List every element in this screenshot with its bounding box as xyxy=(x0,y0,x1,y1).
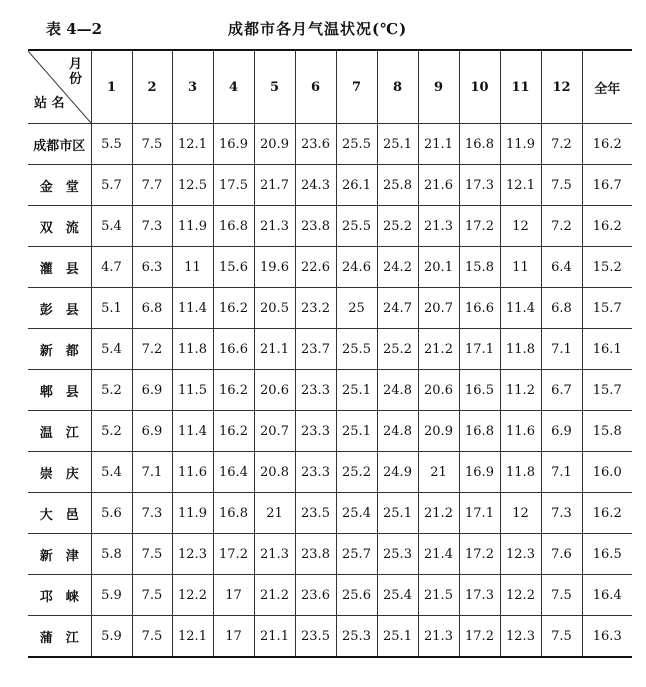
temperature-cell: 24.8 xyxy=(377,370,418,411)
temperature-cell: 17.2 xyxy=(459,616,500,658)
temperature-cell: 11 xyxy=(500,247,541,288)
temperature-cell: 12 xyxy=(500,206,541,247)
temperature-cell: 21.4 xyxy=(418,534,459,575)
temperature-cell: 5.2 xyxy=(91,411,132,452)
month-header: 5 xyxy=(254,50,295,124)
temperature-cell: 24.3 xyxy=(295,165,336,206)
temperature-cell: 20.1 xyxy=(418,247,459,288)
temperature-cell: 20.7 xyxy=(254,411,295,452)
temperature-cell: 12.1 xyxy=(172,616,213,658)
temperature-cell: 16.4 xyxy=(213,452,254,493)
temperature-cell: 21.3 xyxy=(254,206,295,247)
temperature-cell: 24.2 xyxy=(377,247,418,288)
station-name-cell: 新 都 xyxy=(28,329,91,370)
temperature-cell: 17.3 xyxy=(459,575,500,616)
temperature-cell: 6.9 xyxy=(541,411,582,452)
table-row xyxy=(28,247,632,288)
temperature-cell: 23.7 xyxy=(295,329,336,370)
temperature-cell: 7.3 xyxy=(132,493,172,534)
temperature-cell: 23.2 xyxy=(295,288,336,329)
temperature-cell: 12 xyxy=(500,493,541,534)
temperature-cell: 5.5 xyxy=(91,124,132,165)
temperature-cell: 21 xyxy=(418,452,459,493)
temperature-cell: 25.3 xyxy=(336,616,377,658)
temperature-cell: 25.8 xyxy=(377,165,418,206)
temperature-cell: 12.2 xyxy=(500,575,541,616)
table-title: 成都市各月气温状况(℃) xyxy=(228,20,408,38)
temperature-cell: 4.7 xyxy=(91,247,132,288)
corner-header-cell xyxy=(28,50,91,124)
temperature-cell: 11.6 xyxy=(500,411,541,452)
annual-value-cell: 15.7 xyxy=(582,370,632,411)
temperature-cell: 24.6 xyxy=(336,247,377,288)
annual-value-cell: 16.3 xyxy=(582,616,632,658)
station-name-cell: 崇 庆 xyxy=(28,452,91,493)
header-row xyxy=(28,50,632,124)
month-header: 9 xyxy=(418,50,459,124)
temperature-cell: 17.1 xyxy=(459,493,500,534)
temperature-cell: 7.5 xyxy=(132,616,172,658)
table-row xyxy=(28,370,632,411)
temperature-cell: 11.9 xyxy=(172,206,213,247)
temperature-cell: 25.2 xyxy=(377,206,418,247)
temperature-cell: 7.2 xyxy=(541,124,582,165)
table-body xyxy=(28,124,632,658)
temperature-cell: 25.7 xyxy=(336,534,377,575)
temperature-cell: 7.1 xyxy=(541,452,582,493)
temperature-cell: 24.9 xyxy=(377,452,418,493)
temperature-cell: 7.2 xyxy=(541,206,582,247)
table-row xyxy=(28,288,632,329)
temperature-cell: 25.2 xyxy=(377,329,418,370)
temperature-cell: 16.6 xyxy=(459,288,500,329)
table-row xyxy=(28,165,632,206)
temperature-cell: 5.1 xyxy=(91,288,132,329)
month-header: 7 xyxy=(336,50,377,124)
temperature-cell: 20.5 xyxy=(254,288,295,329)
temperature-cell: 5.4 xyxy=(91,329,132,370)
temperature-cell: 7.5 xyxy=(132,124,172,165)
temperature-cell: 11.5 xyxy=(172,370,213,411)
temperature-cell: 25.1 xyxy=(377,493,418,534)
temperature-cell: 17 xyxy=(213,575,254,616)
temperature-cell: 23.5 xyxy=(295,616,336,658)
corner-month-label: 月份 xyxy=(68,57,82,87)
temperature-cell: 17.1 xyxy=(459,329,500,370)
month-header: 2 xyxy=(132,50,172,124)
table-row xyxy=(28,575,632,616)
temperature-cell: 20.6 xyxy=(418,370,459,411)
temperature-cell: 15.6 xyxy=(213,247,254,288)
temperature-cell: 21.5 xyxy=(418,575,459,616)
station-name-cell: 新 津 xyxy=(28,534,91,575)
temperature-cell: 25.1 xyxy=(377,616,418,658)
temperature-cell: 7.3 xyxy=(132,206,172,247)
temperature-cell: 22.6 xyxy=(295,247,336,288)
table-number: 表 4—2 xyxy=(46,20,103,38)
temperature-cell: 12.1 xyxy=(172,124,213,165)
temperature-cell: 23.3 xyxy=(295,452,336,493)
temperature-cell: 16.5 xyxy=(459,370,500,411)
corner-station-label: 站 名 xyxy=(34,96,65,111)
temperature-cell: 25.4 xyxy=(336,493,377,534)
temperature-cell: 11 xyxy=(172,247,213,288)
month-header: 1 xyxy=(91,50,132,124)
temperature-cell: 11.2 xyxy=(500,370,541,411)
station-name-cell: 金 堂 xyxy=(28,165,91,206)
annual-value-cell: 16.2 xyxy=(582,206,632,247)
temperature-cell: 5.4 xyxy=(91,452,132,493)
temperature-cell: 20.8 xyxy=(254,452,295,493)
temperature-cell: 25.6 xyxy=(336,575,377,616)
temperature-cell: 25.5 xyxy=(336,206,377,247)
temperature-cell: 23.6 xyxy=(295,124,336,165)
temperature-cell: 16.9 xyxy=(213,124,254,165)
temperature-cell: 5.2 xyxy=(91,370,132,411)
temperature-cell: 5.9 xyxy=(91,616,132,658)
temperature-cell: 12.3 xyxy=(500,534,541,575)
temperature-cell: 16.8 xyxy=(213,493,254,534)
temperature-cell: 7.2 xyxy=(132,329,172,370)
temperature-cell: 24.7 xyxy=(377,288,418,329)
temperature-cell: 15.8 xyxy=(459,247,500,288)
temperature-cell: 25.2 xyxy=(336,452,377,493)
temperature-cell: 21 xyxy=(254,493,295,534)
month-header: 10 xyxy=(459,50,500,124)
temperature-cell: 7.5 xyxy=(541,165,582,206)
temperature-cell: 25 xyxy=(336,288,377,329)
temperature-cell: 11.8 xyxy=(172,329,213,370)
temperature-cell: 21.1 xyxy=(254,329,295,370)
temperature-cell: 12.2 xyxy=(172,575,213,616)
station-name-cell: 郫 县 xyxy=(28,370,91,411)
annual-value-cell: 16.5 xyxy=(582,534,632,575)
station-name-cell: 温 江 xyxy=(28,411,91,452)
temperature-cell: 6.3 xyxy=(132,247,172,288)
temperature-cell: 11.4 xyxy=(172,288,213,329)
temperature-cell: 5.4 xyxy=(91,206,132,247)
temperature-cell: 7.3 xyxy=(541,493,582,534)
temperature-cell: 7.1 xyxy=(132,452,172,493)
temperature-cell: 26.1 xyxy=(336,165,377,206)
temperature-cell: 11.8 xyxy=(500,329,541,370)
temperature-cell: 11.9 xyxy=(172,493,213,534)
temperature-cell: 21.3 xyxy=(418,616,459,658)
temperature-cell: 7.5 xyxy=(132,575,172,616)
table-row xyxy=(28,616,632,658)
annual-value-cell: 16.4 xyxy=(582,575,632,616)
temperature-cell: 23.3 xyxy=(295,411,336,452)
temperature-cell: 16.8 xyxy=(459,411,500,452)
temperature-cell: 21.2 xyxy=(418,493,459,534)
temperature-cell: 21.3 xyxy=(254,534,295,575)
temperature-cell: 5.9 xyxy=(91,575,132,616)
station-name-cell: 彭 县 xyxy=(28,288,91,329)
temperature-cell: 6.9 xyxy=(132,370,172,411)
temperature-cell: 25.3 xyxy=(377,534,418,575)
temperature-cell: 5.6 xyxy=(91,493,132,534)
table-row xyxy=(28,452,632,493)
temperature-cell: 17.3 xyxy=(459,165,500,206)
station-name-cell: 邛 崃 xyxy=(28,575,91,616)
month-header: 4 xyxy=(213,50,254,124)
table-row xyxy=(28,329,632,370)
temperature-cell: 21.6 xyxy=(418,165,459,206)
temperature-cell: 6.7 xyxy=(541,370,582,411)
month-header: 12 xyxy=(541,50,582,124)
temperature-cell: 16.2 xyxy=(213,288,254,329)
temperature-cell: 23.5 xyxy=(295,493,336,534)
temperature-cell: 23.6 xyxy=(295,575,336,616)
annual-value-cell: 16.2 xyxy=(582,124,632,165)
temperature-cell: 23.8 xyxy=(295,206,336,247)
temperature-cell: 12.1 xyxy=(500,165,541,206)
table-row xyxy=(28,411,632,452)
temperature-cell: 12.3 xyxy=(172,534,213,575)
temperature-cell: 6.4 xyxy=(541,247,582,288)
annual-header: 全年 xyxy=(582,50,632,124)
station-name-cell: 蒲 江 xyxy=(28,616,91,658)
temperature-cell: 6.8 xyxy=(132,288,172,329)
temperature-cell: 7.5 xyxy=(541,616,582,658)
temperature-cell: 5.7 xyxy=(91,165,132,206)
temperature-cell: 17.5 xyxy=(213,165,254,206)
annual-value-cell: 15.8 xyxy=(582,411,632,452)
temperature-cell: 12.5 xyxy=(172,165,213,206)
station-name-cell: 灌 县 xyxy=(28,247,91,288)
annual-value-cell: 16.2 xyxy=(582,493,632,534)
temperature-cell: 17.2 xyxy=(459,534,500,575)
temperature-cell: 25.1 xyxy=(336,411,377,452)
table-caption xyxy=(0,16,646,42)
temperature-cell: 7.5 xyxy=(541,575,582,616)
temperature-cell: 5.8 xyxy=(91,534,132,575)
temperature-cell: 11.8 xyxy=(500,452,541,493)
temperature-cell: 16.2 xyxy=(213,411,254,452)
temperature-cell: 20.7 xyxy=(418,288,459,329)
station-name-cell: 大 邑 xyxy=(28,493,91,534)
temperature-cell: 11.4 xyxy=(500,288,541,329)
temperature-cell: 25.1 xyxy=(377,124,418,165)
temperature-cell: 11.9 xyxy=(500,124,541,165)
temperature-cell: 25.4 xyxy=(377,575,418,616)
temperature-cell: 25.5 xyxy=(336,124,377,165)
table-row xyxy=(28,493,632,534)
temperature-cell: 19.6 xyxy=(254,247,295,288)
annual-value-cell: 15.7 xyxy=(582,288,632,329)
month-header: 11 xyxy=(500,50,541,124)
temperature-cell: 24.8 xyxy=(377,411,418,452)
temperature-cell: 11.6 xyxy=(172,452,213,493)
temperature-cell: 25.5 xyxy=(336,329,377,370)
temperature-cell: 25.1 xyxy=(336,370,377,411)
temperature-cell: 20.9 xyxy=(254,124,295,165)
table-row xyxy=(28,534,632,575)
temperature-cell: 23.3 xyxy=(295,370,336,411)
temperature-cell: 20.9 xyxy=(418,411,459,452)
temperature-cell: 21.7 xyxy=(254,165,295,206)
annual-value-cell: 16.7 xyxy=(582,165,632,206)
temperature-cell: 6.8 xyxy=(541,288,582,329)
month-header: 6 xyxy=(295,50,336,124)
temperature-cell: 7.5 xyxy=(132,534,172,575)
temperature-cell: 16.8 xyxy=(213,206,254,247)
temperature-cell: 21.1 xyxy=(254,616,295,658)
temperature-cell: 6.9 xyxy=(132,411,172,452)
temperature-cell: 7.7 xyxy=(132,165,172,206)
temperature-cell: 21.2 xyxy=(254,575,295,616)
month-header: 8 xyxy=(377,50,418,124)
temperature-cell: 16.6 xyxy=(213,329,254,370)
temperature-cell: 16.8 xyxy=(459,124,500,165)
annual-value-cell: 16.1 xyxy=(582,329,632,370)
temperature-cell: 7.6 xyxy=(541,534,582,575)
temperature-cell: 21.3 xyxy=(418,206,459,247)
station-name-cell: 成都市区 xyxy=(28,124,91,165)
annual-value-cell: 16.0 xyxy=(582,452,632,493)
temperature-cell: 21.2 xyxy=(418,329,459,370)
temperature-cell: 23.8 xyxy=(295,534,336,575)
temperature-cell: 16.2 xyxy=(213,370,254,411)
temperature-cell: 12.3 xyxy=(500,616,541,658)
table-row xyxy=(28,206,632,247)
station-name-cell: 双 流 xyxy=(28,206,91,247)
temperature-cell: 20.6 xyxy=(254,370,295,411)
temperature-cell: 11.4 xyxy=(172,411,213,452)
table-row xyxy=(28,124,632,165)
month-header: 3 xyxy=(172,50,213,124)
annual-value-cell: 15.2 xyxy=(582,247,632,288)
temperature-cell: 17.2 xyxy=(459,206,500,247)
temperature-cell: 17.2 xyxy=(213,534,254,575)
temperature-cell: 7.1 xyxy=(541,329,582,370)
temperature-cell: 21.1 xyxy=(418,124,459,165)
temperature-cell: 17 xyxy=(213,616,254,658)
temperature-table xyxy=(28,49,632,658)
temperature-cell: 16.9 xyxy=(459,452,500,493)
